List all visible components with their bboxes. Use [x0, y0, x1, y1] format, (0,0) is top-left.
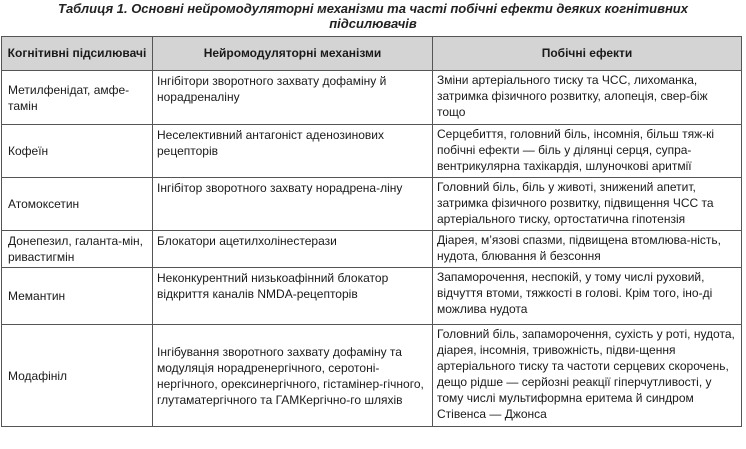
table-row [2, 71, 742, 125]
side-effects-cell: Головний біль, біль у животі, знижений апетит, затримка фізичного розвитку, підвищення ЧСС та артеріального тиску, ортостатична гіпотензія [433, 178, 742, 231]
header-side-effects: Побічні ефекти [433, 37, 742, 71]
mechanism-cell: Інгібітори зворотного захвату дофаміну й норадреналіну [153, 71, 433, 125]
side-effects-cell: Діарея, м’язові спазми, підвищена втомлюва-ність, нудота, блювання й безсоння [433, 231, 742, 268]
table-caption [0, 1, 746, 31]
header-mechanisms: Нейромодуляторні механізми [153, 37, 433, 71]
table-caption-line-2: підсилювачів [329, 16, 417, 31]
table-row [2, 325, 742, 427]
header-row [2, 37, 742, 71]
table-row [2, 231, 742, 268]
side-effects-cell: Запаморочення, неспокій, у тому числі руховий, відчуття втоми, тяжкості в голові. Крім того, іно-ді можлива нудота [433, 268, 742, 325]
table-row [2, 125, 742, 178]
mechanism-cell: Неконкурентний низькоафінний блокатор відкриття каналів NMDA-рецепторів [153, 268, 433, 325]
drug-name-cell: Модафініл [2, 325, 153, 427]
table-row [2, 268, 742, 325]
drug-name-cell: Мемантин [2, 268, 153, 325]
drug-name-cell: Метилфенідат, амфе-тамін [2, 71, 153, 125]
drug-name-cell: Атомоксетин [2, 178, 153, 231]
table-header [2, 37, 742, 71]
mechanism-cell: Блокатори ацетилхолінестерази [153, 231, 433, 268]
table-caption-line-1: Таблиця 1. Основні нейромодуляторні механізми та часті побічні ефекти деяких когнітивних [58, 1, 688, 16]
drug-table [1, 36, 742, 427]
mechanism-cell: Інгібування зворотного захвату дофаміну та модуляція норадренергічного, серотоні-нергічного, орексинергічного, гістамінер-гічного, глутаматергічного та ГАМКергічно-го шляхів [153, 325, 433, 427]
mechanism-cell: Неселективний антагоніст аденозинових рецепторів [153, 125, 433, 178]
drug-name-cell: Донепезил, галанта-мін, ривастигмін [2, 231, 153, 268]
header-cognitive-enhancers: Когнітивні підсилювачі [2, 37, 153, 71]
side-effects-cell: Зміни артеріального тиску та ЧСС, лихоманка, затримка фізичного розвитку, алопеція, свер-біж тощо [433, 71, 742, 125]
mechanism-cell: Інгібітор зворотного захвату норадрена-ліну [153, 178, 433, 231]
side-effects-cell: Головний біль, запаморочення, сухість у роті, нудота, діарея, інсомнія, тривожність, підви-щення артеріального тиску та частоти серцевих скорочень, дещо рідше — серйозні реакції гіперчутливості, у тому числі мультиформна еритема й синдром Стівенса — Джонса [433, 325, 742, 427]
side-effects-cell: Серцебиття, головний біль, інсомнія, більш тяж-кі побічні ефекти — біль у ділянці серця, супра-вентрикулярна тахікардія, шлуночкові аритмії [433, 125, 742, 178]
drug-name-cell: Кофеїн [2, 125, 153, 178]
table-body [2, 71, 742, 427]
table-row [2, 178, 742, 231]
